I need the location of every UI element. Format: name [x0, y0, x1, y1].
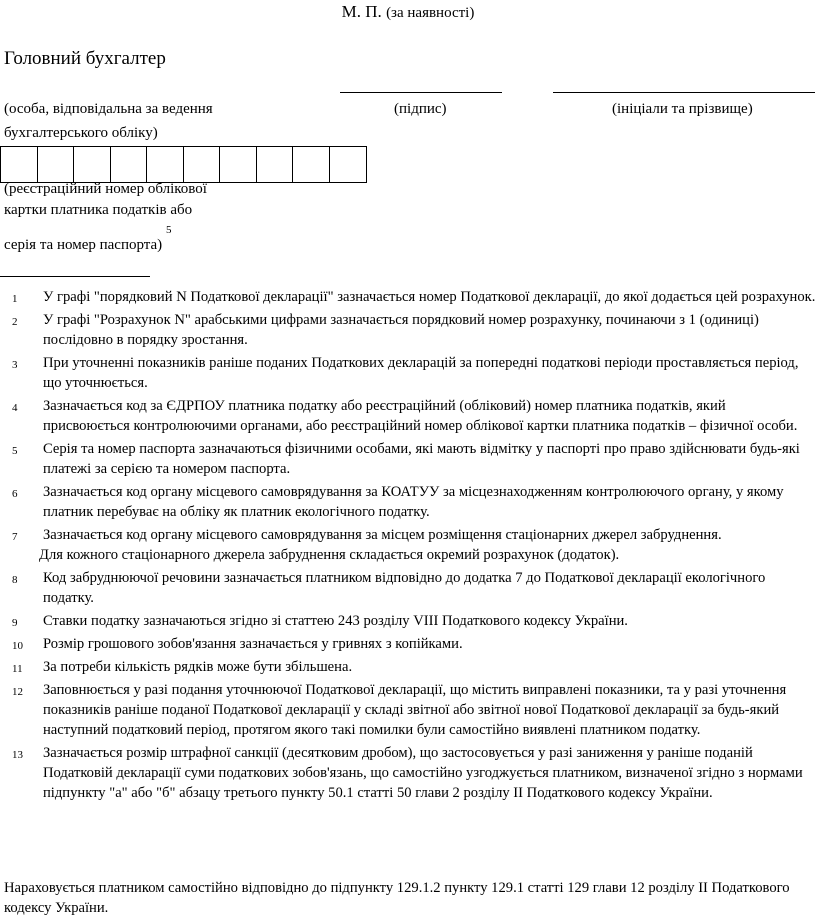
footnote-number: 5: [12, 445, 18, 457]
footnote-number: 12: [12, 686, 23, 698]
footnote-item: [0, 657, 816, 677]
footnote-text: Розмір грошового зобов'язання зазначається у гривнях з копійками.: [43, 636, 463, 652]
footnote-item: [0, 353, 816, 393]
footnote-item: [0, 310, 816, 350]
digit-cell[interactable]: [184, 147, 221, 182]
footnote-number: 6: [12, 488, 18, 500]
footnote-number: 10: [12, 640, 23, 652]
registration-label-line2: картки платника податків або: [4, 202, 193, 218]
person-label-line1: (особа, відповідальна за ведення: [4, 101, 213, 117]
footnote-separator: [0, 276, 150, 277]
footnote-item: [0, 568, 816, 608]
digit-cell[interactable]: [293, 147, 330, 182]
footnote-item: [0, 634, 816, 654]
digit-cell[interactable]: [330, 147, 367, 182]
stamp-line: [0, 2, 816, 22]
footnote-text: Зазначається код органу місцевого самоврядування за КОАТУУ за місцезнаходженням контролюючого органу, у якому платник перебуває на обліку як платник екологічного податку.: [43, 484, 784, 520]
digit-cell[interactable]: [220, 147, 257, 182]
digit-cell[interactable]: [74, 147, 111, 182]
footnote-text: Зазначається розмір штрафної санкції (десятковим дробом), що застосовується у разі заниження у раніше поданій Податковій декларації суми податкових зобов'язань, що самостійно узгоджується платником, визначеної згідно з нормами підпункту "а" або "б" абзацу третього пункту 50.1 статті 50 глави 2 розділу II Податкового кодексу України.: [43, 745, 803, 801]
registration-label-line3: серія та номер паспорта): [4, 237, 163, 253]
footnote-number: 13: [12, 749, 23, 761]
digit-cell[interactable]: [1, 147, 38, 182]
registration-label-line1: (реєстраційний номер облікової: [4, 181, 207, 197]
name-line: [553, 92, 815, 93]
footnote-item: [0, 396, 816, 436]
footnote-number: 1: [12, 293, 18, 305]
digit-cell[interactable]: [111, 147, 148, 182]
registration-number-grid[interactable]: [0, 146, 367, 183]
footnote-number: 4: [12, 402, 18, 414]
footnote-text-continued: Для кожного стаціонарного джерела забруднення складається окремий розрахунок (додаток).: [39, 547, 620, 563]
footnote-number: 2: [12, 316, 18, 328]
footnote-text: Ставки податку зазначаються згідно зі статтею 243 розділу VIII Податкового кодексу України.: [43, 613, 628, 629]
accrual-note: Нараховується платником самостійно відповідно до підпункту 129.1.2 пункту 129.1 статті 129 глави 12 розділу II Податкового кодексу України.: [4, 880, 790, 916]
name-label: (ініціали та прізвище): [612, 101, 753, 117]
stamp-note: (за наявності): [386, 5, 475, 21]
footnote-number: 3: [12, 359, 18, 371]
footnote-text: За потреби кількість рядків може бути збільшена.: [43, 659, 353, 675]
footnote-item: [0, 525, 816, 565]
stamp-text: М. П.: [341, 2, 382, 21]
footnote-text: При уточненні показників раніше поданих Податкових декларацій за попередні податкові періоди проставляється період, що уточнюється.: [43, 355, 799, 391]
footnote-text: Серія та номер паспорта зазначаються фізичними особами, які мають відмітку у паспорті про право здійснювати будь-які платежі за серією та номером паспорта.: [43, 441, 800, 477]
registration-footnote-ref: 5: [166, 224, 172, 236]
footnote-item: [0, 611, 816, 631]
footnote-number: 9: [12, 617, 18, 629]
footnote-text: Заповнюється у разі подання уточнюючої Податкової декларації, що містить виправлені показники, та у разі уточнення показників раніше поданої Податкової декларації у складі звітної або звітної нової Податкової декларації за будь-який наступний податковий період, протягом якого такі помилки були самостійно виявлені платником податку.: [43, 682, 787, 738]
footnote-number: 8: [12, 574, 18, 586]
footnote-item: [0, 680, 816, 740]
digit-cell[interactable]: [257, 147, 294, 182]
digit-cell[interactable]: [38, 147, 75, 182]
footnote-item: [0, 482, 816, 522]
signature-line: [340, 92, 502, 93]
footnote-text: Код забруднюючої речовини зазначається платником відповідно до додатка 7 до Податкової декларації екологічного податку.: [43, 570, 766, 606]
footnote-item: [0, 287, 816, 307]
footnote-text: У графі "Розрахунок N" арабськими цифрами зазначається порядковий номер розрахунку, починаючи з 1 (одиниці) послідовно в порядку зростання.: [43, 312, 759, 348]
footnote-text: У графі "порядковий N Податкової декларації" зазначається номер Податкової декларації, до якої додається цей розрахунок.: [43, 289, 816, 305]
footnote-number: 7: [12, 531, 18, 543]
person-label-line2: бухгалтерського обліку): [4, 125, 158, 141]
footnote-text: Зазначається код органу місцевого самоврядування за місцем розміщення стаціонарних джерел забруднення.: [43, 527, 722, 543]
footnote-item: [0, 743, 816, 803]
footnote-text: Зазначається код за ЄДРПОУ платника податку або реєстраційний (обліковий) номер платника податків, який присвоюється контролюючими органами, або реєстраційний номер облікової картки платника податків – фізичної особи.: [43, 398, 798, 434]
footnote-list: [0, 287, 816, 806]
chief-accountant-title: Головний бухгалтер: [4, 48, 166, 69]
footnote-number: 11: [12, 663, 23, 675]
footnote-item: [0, 439, 816, 479]
digit-cell[interactable]: [147, 147, 184, 182]
signature-label: (підпис): [394, 101, 447, 117]
